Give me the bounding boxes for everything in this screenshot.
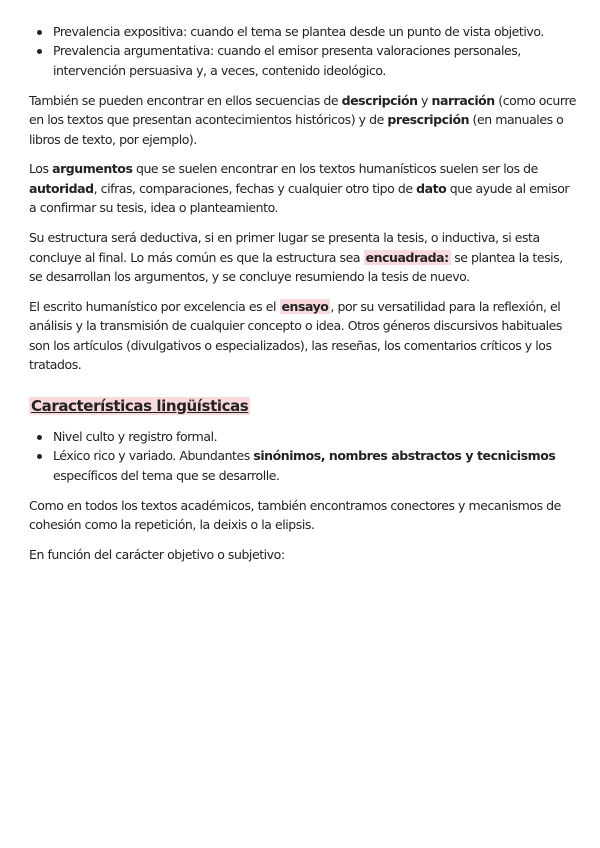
paragraph-cohesion: Como en todos los textos académicos, también encontramos conectores y mecanismos de cohesión como la repetición, la deixis o la elipsis. [29,497,561,533]
list-item: Léxico rico y variado. Abundantes sinónimos, nombres abstractos y tecnicismos específicos del tema que se desarrolle. [29,446,577,485]
bullet-icon [37,49,42,54]
section-heading: Características lingüísticas [31,396,249,415]
linguistic-features-list [29,427,577,485]
bullet-icon [37,435,42,440]
bullet-icon [37,30,42,35]
paragraph-genres: El escrito humanístico por excelencia es el ensayo , por su versatilidad para la reflexión, el análisis y la transmisión de cualquier concepto o idea. Otros géneros discursivos habituales son los artículos (divulgativos o especializados), las reseñas, los comentarios críticos y los tratados. [29,298,562,373]
highlight-ensayo: ensayo [281,298,329,314]
paragraph-objective-subjective: En función del carácter objetivo o subjetivo: [29,547,285,563]
paragraph-arguments: Los argumentos que se suelen encontrar en los textos humanísticos suelen ser los de autoridad, cifras, comparaciones, fechas y cualquier otro tipo de dato que ayude al emisor a confirmar su tesis, idea o planteamiento. [29,161,570,216]
document-content [29,22,577,564]
bullet-icon [37,454,42,459]
paragraph-structure: Su estructura será deductiva, si en primer lugar se presenta la tesis, o inductiva, si esta concluye al final. Lo más común es que la estructura sea encuadrada: se plantea la tesis, se desarrollan los argumentos, y se concluye resumiendo la tesis de nuevo. [29,230,563,284]
list-item: Nivel culto y registro formal. [29,427,577,446]
highlight-encuadrada: encuadrada: [365,249,449,265]
list-item: Prevalencia expositiva: cuando el tema se plantea desde un punto de vista objetivo. [29,22,577,41]
paragraph-sequences: También se pueden encontrar en ellos secuencias de descripción y narración (como ocurre en los textos que presentan acontecimientos históricos) y de prescripción (en manuales o libros de texto, por ejemplo). [29,92,577,147]
list-item: Prevalencia argumentativa: cuando el emisor presenta valoraciones personales, intervención persuasiva y, a veces, contenido ideológico. [29,41,577,80]
prevalence-list [29,22,577,80]
